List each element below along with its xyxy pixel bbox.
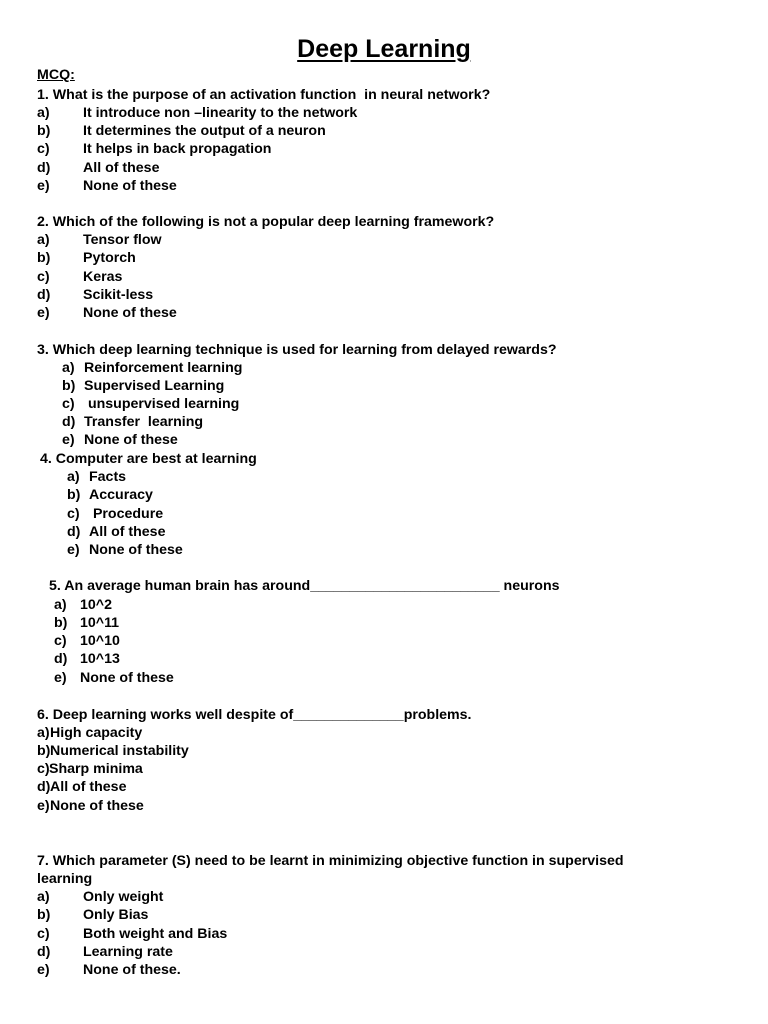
document-page: Deep Learning MCQ: 1. What is the purpose of an activation function in neural network? a) It introduce non –linearity to the network b) It determines the output of a neuron c) It helps in back propagation d) All of these e) None of these 2. Which of the following is not a popular deep learning framework? a) Tensor flow b) Pytorch c) Keras d) Scikit-less e) None of these 3. Which deep learning technique is used for learning from delayed rewards? a) Reinforcement learning b) Supervised Learning c) unsupervised learning d) Transfer learning e) None of these 4. Computer are best at learning a) Facts b) Accuracy c) Procedure d) All of these e) None of these 5. An average human brain has around________________________ neurons a) 10^2 b) 10^11 c) 10^10 d) 10^13 e) None of these 6. Deep learning works well despite of______________problems. a) High capacity b) Numerical instability c) Sharp minima d) All of these e) None of these 7. Which parameter (S) need to be learnt in minimizing objective function in supervised learning a) Only weight b) Only Bias c) Both weight and Bias d) Learning rate e) None of these.: [0, 0, 768, 1024]
question-7-text-line-1: 7. Which parameter (S) need to be learnt in minimizing objective function in supervised: [37, 853, 624, 869]
question-6-text: 6. Deep learning works well despite of______________problems.: [37, 707, 472, 723]
section-heading: MCQ:: [37, 67, 75, 83]
document-title: Deep Learning: [297, 35, 471, 63]
question-1-text: 1. What is the purpose of an activation function in neural network?: [37, 87, 491, 103]
question-7-text-line-2: learning: [37, 871, 93, 887]
question-3-text: 3. Which deep learning technique is used for learning from delayed rewards?: [37, 342, 557, 358]
question-2-text: 2. Which of the following is not a popular deep learning framework?: [37, 214, 495, 230]
question-4-text: 4. Computer are best at learning: [40, 451, 257, 467]
question-5-text: 5. An average human brain has around________________________ neurons: [49, 578, 560, 594]
